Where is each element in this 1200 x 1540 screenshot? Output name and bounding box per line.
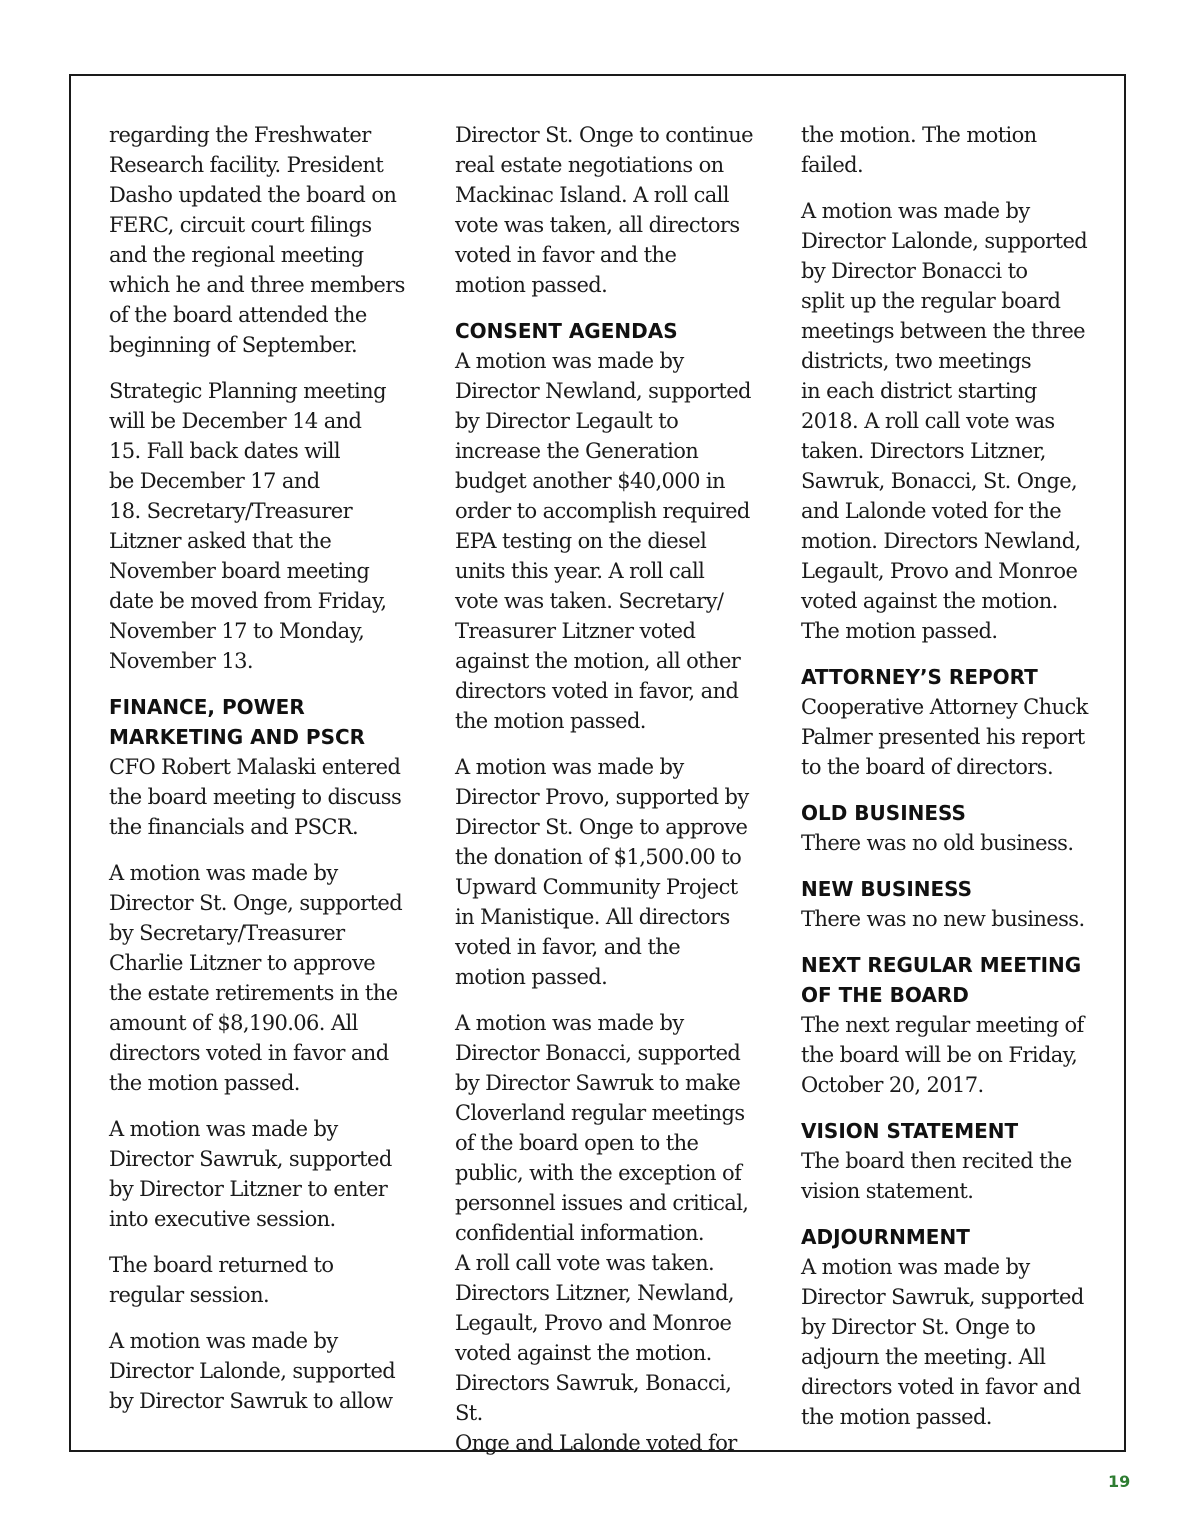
paragraph: There was no new business. — [801, 907, 1085, 931]
section-adjournment — [801, 1222, 1101, 1432]
paragraph: The next regular meeting of the board will be on Friday, October 20, 2017. — [801, 1013, 1084, 1097]
paragraph: Cooperative Attorney Chuck Palmer presented his report to the board of directors. — [801, 695, 1088, 779]
paragraph: The board then recited the vision statement. — [801, 1149, 1072, 1203]
section-heading: FINANCE, POWER MARKETING AND PSCR — [109, 695, 366, 749]
paragraph: A motion was made by Director Lalonde, supported by Director Bonacci to split up the regular board meetings between the three districts, two meetings in each district starting 2018. A roll call vote was taken. Directors Litzner, Sawruk, Bonacci, St. Onge, and Lalonde voted for the motion. Directors Newland, Legault, Provo and Monroe voted against the motion. The motion passed. — [801, 199, 1088, 643]
section-heading: NEXT REGULAR MEETING OF THE BOARD — [801, 953, 1082, 1007]
paragraph: regarding the Freshwater Research facility. President Dasho updated the board on FERC, circuit court filings and the regional meeting which he and three members of the board attended the beginning of September. — [109, 123, 405, 357]
section-old-business — [801, 798, 1101, 858]
section-consent-agendas — [455, 316, 755, 736]
paragraph: A motion was made by Director Newland, supported by Director Legault to increase the Generation budget another $40,000 in order to accomplish required EPA testing on the diesel units this year. A roll call vote was taken. Secretary/ Treasurer Litzner voted against the motion, all other directors voted in favor, and the motion passed. — [455, 349, 751, 733]
section-heading: CONSENT AGENDAS — [455, 319, 678, 343]
paragraph: Strategic Planning meeting will be December 14 and 15. Fall back dates will be December 17 and 18. Secretary/Treasurer Litzner asked that the November board meeting date be moved from Friday, November 17 to Monday, November 13. — [109, 379, 387, 673]
paragraph: A motion was made by Director Sawruk, supported by Director Litzner to enter into executive session. — [109, 1117, 392, 1231]
paragraph: Director St. Onge to continue real estate negotiations on Mackinac Island. A roll call vote was taken, all directors voted in favor and the motion passed. — [455, 123, 753, 297]
section-heading: NEW BUSINESS — [801, 877, 973, 901]
section-next-regular-meeting — [801, 950, 1101, 1100]
paragraph: A motion was made by Director Sawruk, supported by Director St. Onge to adjourn the meeting. All directors voted in favor and the motion passed. — [801, 1255, 1084, 1429]
text-column-2 — [455, 120, 755, 1474]
section-finance-power-marketing — [109, 692, 409, 842]
section-heading: ADJOURNMENT — [801, 1225, 970, 1249]
section-heading: VISION STATEMENT — [801, 1119, 1019, 1143]
paragraph: CFO Robert Malaski entered the board meeting to discuss the financials and PSCR. — [109, 755, 402, 839]
section-attorneys-report — [801, 662, 1101, 782]
text-column-3 — [801, 120, 1101, 1448]
paragraph: A motion was made by Director Bonacci, supported by Director Sawruk to make Cloverland regular meetings of the board open to the public, with the exception of personnel issues and critical, confidential information. A roll call vote was taken. Directors Litzner, Newland, Legault, Provo and Monroe voted against the motion. Directors Sawruk, Bonacci, St. Onge and Lalonde voted for — [455, 1011, 749, 1455]
section-heading: ATTORNEY’S REPORT — [801, 665, 1038, 689]
text-column-1 — [109, 120, 409, 1432]
section-new-business — [801, 874, 1101, 934]
paragraph: The board returned to regular session. — [109, 1253, 334, 1307]
paragraph: A motion was made by Director Lalonde, supported by Director Sawruk to allow — [109, 1329, 396, 1413]
paragraph: A motion was made by Director St. Onge, supported by Secretary/Treasurer Charlie Litzner to approve the estate retirements in the amount of $8,190.06. All directors voted in favor and the motion passed. — [109, 861, 403, 1095]
paragraph: A motion was made by Director Provo, supported by Director St. Onge to approve the donation of $1,500.00 to Upward Community Project in Manistique. All directors voted in favor, and the motion passed. — [455, 755, 749, 989]
section-heading: OLD BUSINESS — [801, 801, 966, 825]
paragraph: the motion. The motion failed. — [801, 123, 1037, 177]
page-number: 19 — [1108, 1472, 1131, 1491]
paragraph: There was no old business. — [801, 831, 1074, 855]
section-vision-statement — [801, 1116, 1101, 1206]
